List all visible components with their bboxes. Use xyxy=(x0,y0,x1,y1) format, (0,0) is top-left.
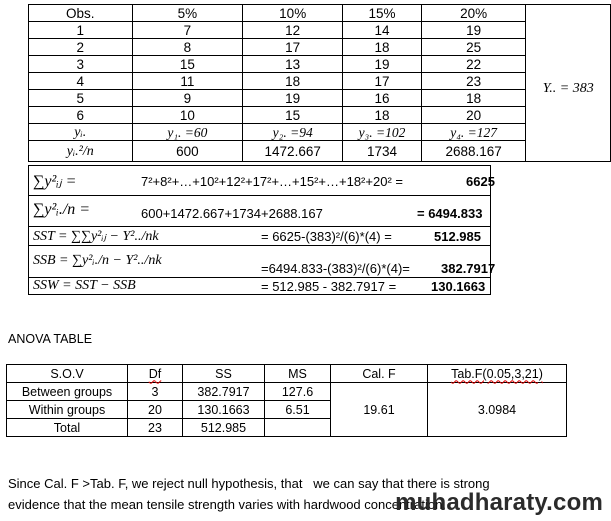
table-cell: 11 xyxy=(132,73,243,90)
sst-expression: = 6625-(383)²/(6)*(4) = xyxy=(261,229,392,244)
anova-header-df xyxy=(128,365,183,383)
table-cell: 17 xyxy=(243,39,343,56)
table-cell: 22 xyxy=(421,56,526,73)
total-cell: y₁. =60 xyxy=(132,124,243,141)
ssw-result: 130.1663 xyxy=(431,279,486,294)
table-cell: 382.7917 xyxy=(183,383,265,401)
table-cell: 18 xyxy=(343,107,422,124)
grand-total: Y.. = 383 xyxy=(542,80,594,96)
sum-squares-label: ∑y²ᵢⱼ = xyxy=(33,173,77,190)
sum-totals-row xyxy=(28,196,491,227)
table-cell: 16 xyxy=(343,90,422,107)
table-cell: 4 xyxy=(29,73,133,90)
table-cell: 18 xyxy=(421,90,526,107)
squared-cell: 2688.167 xyxy=(421,141,526,162)
table-cell: 20 xyxy=(128,401,183,419)
table-cell: 23 xyxy=(128,419,183,437)
anova-header-tabf xyxy=(428,365,567,383)
cal-f-value: 19.61 xyxy=(331,383,428,437)
table-cell: 25 xyxy=(421,39,526,56)
sst-row xyxy=(28,227,491,246)
table-cell: 3 xyxy=(128,383,183,401)
table-row xyxy=(29,56,611,73)
table-cell: 18 xyxy=(243,73,343,90)
table-cell: 130.1663 xyxy=(183,401,265,419)
table-cell: 6 xyxy=(29,107,133,124)
squared-row xyxy=(29,141,611,162)
table-cell: Total xyxy=(7,419,128,437)
header-20pct: 20% xyxy=(421,5,526,22)
table-header-row xyxy=(29,5,611,22)
anova-title: ANOVA TABLE xyxy=(8,332,93,346)
sum-totals-result: = 6494.833 xyxy=(417,206,483,221)
table-cell: 12 xyxy=(243,22,343,39)
ssw-expression: = 512.985 - 382.7917 = xyxy=(261,279,397,294)
watermark-logo: muhadharaty.com xyxy=(395,489,603,516)
ssw-row xyxy=(28,278,491,295)
table-cell: 19 xyxy=(343,56,422,73)
sst-result: 512.985 xyxy=(434,229,481,244)
anova-row-between xyxy=(7,383,567,401)
total-cell: y₄. =127 xyxy=(421,124,526,141)
table-cell: 18 xyxy=(343,39,422,56)
header-5pct: 5% xyxy=(132,5,243,22)
totals-row xyxy=(29,124,611,141)
table-cell: 3 xyxy=(29,56,133,73)
squared-cell: 1734 xyxy=(343,141,422,162)
table-cell: 23 xyxy=(421,73,526,90)
anova-header-calf: Cal. F xyxy=(331,365,428,383)
anova-header-tabf-text: Tab.F(0.05,3,21) xyxy=(451,366,543,381)
table-cell: 9 xyxy=(132,90,243,107)
ssb-row xyxy=(28,246,496,278)
anova-header-ms: MS xyxy=(265,365,331,383)
sum-squares-expression: 7²+8²+…+10²+12²+17²+…+15²+…+18²+20² = xyxy=(141,174,403,189)
table-cell: 512.985 xyxy=(183,419,265,437)
table-cell: 19 xyxy=(243,90,343,107)
table-cell: 8 xyxy=(132,39,243,56)
squared-label: yᵢ.²/n xyxy=(29,141,133,162)
anova-header-ss: SS xyxy=(183,365,265,383)
table-cell: 15 xyxy=(243,107,343,124)
grand-total-cell xyxy=(526,5,611,162)
ssb-result: 382.7917 xyxy=(441,261,496,276)
ssb-expression: =6494.833-(383)²/(6)*(4)= xyxy=(261,261,410,276)
squared-cell: 1472.667 xyxy=(243,141,343,162)
table-cell: 5 xyxy=(29,90,133,107)
table-cell: 19 xyxy=(421,22,526,39)
ssb-label: SSB = ∑y²ᵢ./n − Y²../nk xyxy=(33,253,162,268)
sst-label: SST = ∑∑y²ᵢⱼ − Y²../nk xyxy=(33,229,159,244)
table-cell: Within groups xyxy=(7,401,128,419)
observation-table xyxy=(28,4,611,162)
anova-header-df-text: Df xyxy=(148,366,162,381)
table-row xyxy=(29,73,611,90)
header-15pct: 15% xyxy=(343,5,422,22)
table-cell: 127.6 xyxy=(265,383,331,401)
conclusion-line-1: Since Cal. F >Tab. F, we reject null hypothesis, that we can say that there is strong xyxy=(8,476,490,491)
table-cell: 13 xyxy=(243,56,343,73)
table-cell: 2 xyxy=(29,39,133,56)
sum-squares-row xyxy=(28,165,495,196)
table-cell: 17 xyxy=(343,73,422,90)
table-cell: 1 xyxy=(29,22,133,39)
tab-f-value: 3.0984 xyxy=(428,383,567,437)
table-cell: 10 xyxy=(132,107,243,124)
table-cell: Between groups xyxy=(7,383,128,401)
table-cell: 14 xyxy=(343,22,422,39)
totals-label: yᵢ. xyxy=(29,124,133,141)
table-row xyxy=(29,39,611,56)
table-row xyxy=(29,107,611,124)
sum-squares-result: 6625 xyxy=(466,174,495,189)
header-obs: Obs. xyxy=(29,5,133,22)
table-cell: 15 xyxy=(132,56,243,73)
sum-totals-expression: 600+1472.667+1734+2688.167 xyxy=(141,206,323,221)
header-10pct: 10% xyxy=(243,5,343,22)
sum-totals-label: ∑y²ᵢ./n = xyxy=(33,201,91,218)
anova-header-sov: S.O.V xyxy=(7,365,128,383)
anova-header-row xyxy=(7,365,567,383)
table-cell: 20 xyxy=(421,107,526,124)
table-row xyxy=(29,90,611,107)
table-cell xyxy=(265,419,331,437)
total-cell: y₃. =102 xyxy=(343,124,422,141)
table-cell: 7 xyxy=(132,22,243,39)
total-cell: y₂. =94 xyxy=(243,124,343,141)
anova-table xyxy=(6,364,567,437)
ssw-label: SSW = SST − SSB xyxy=(33,278,136,293)
table-cell: 6.51 xyxy=(265,401,331,419)
table-row xyxy=(29,22,611,39)
conclusion-line-2: evidence that the mean tensile strength varies with hardwood concentration. xyxy=(8,497,446,512)
squared-cell: 600 xyxy=(132,141,243,162)
